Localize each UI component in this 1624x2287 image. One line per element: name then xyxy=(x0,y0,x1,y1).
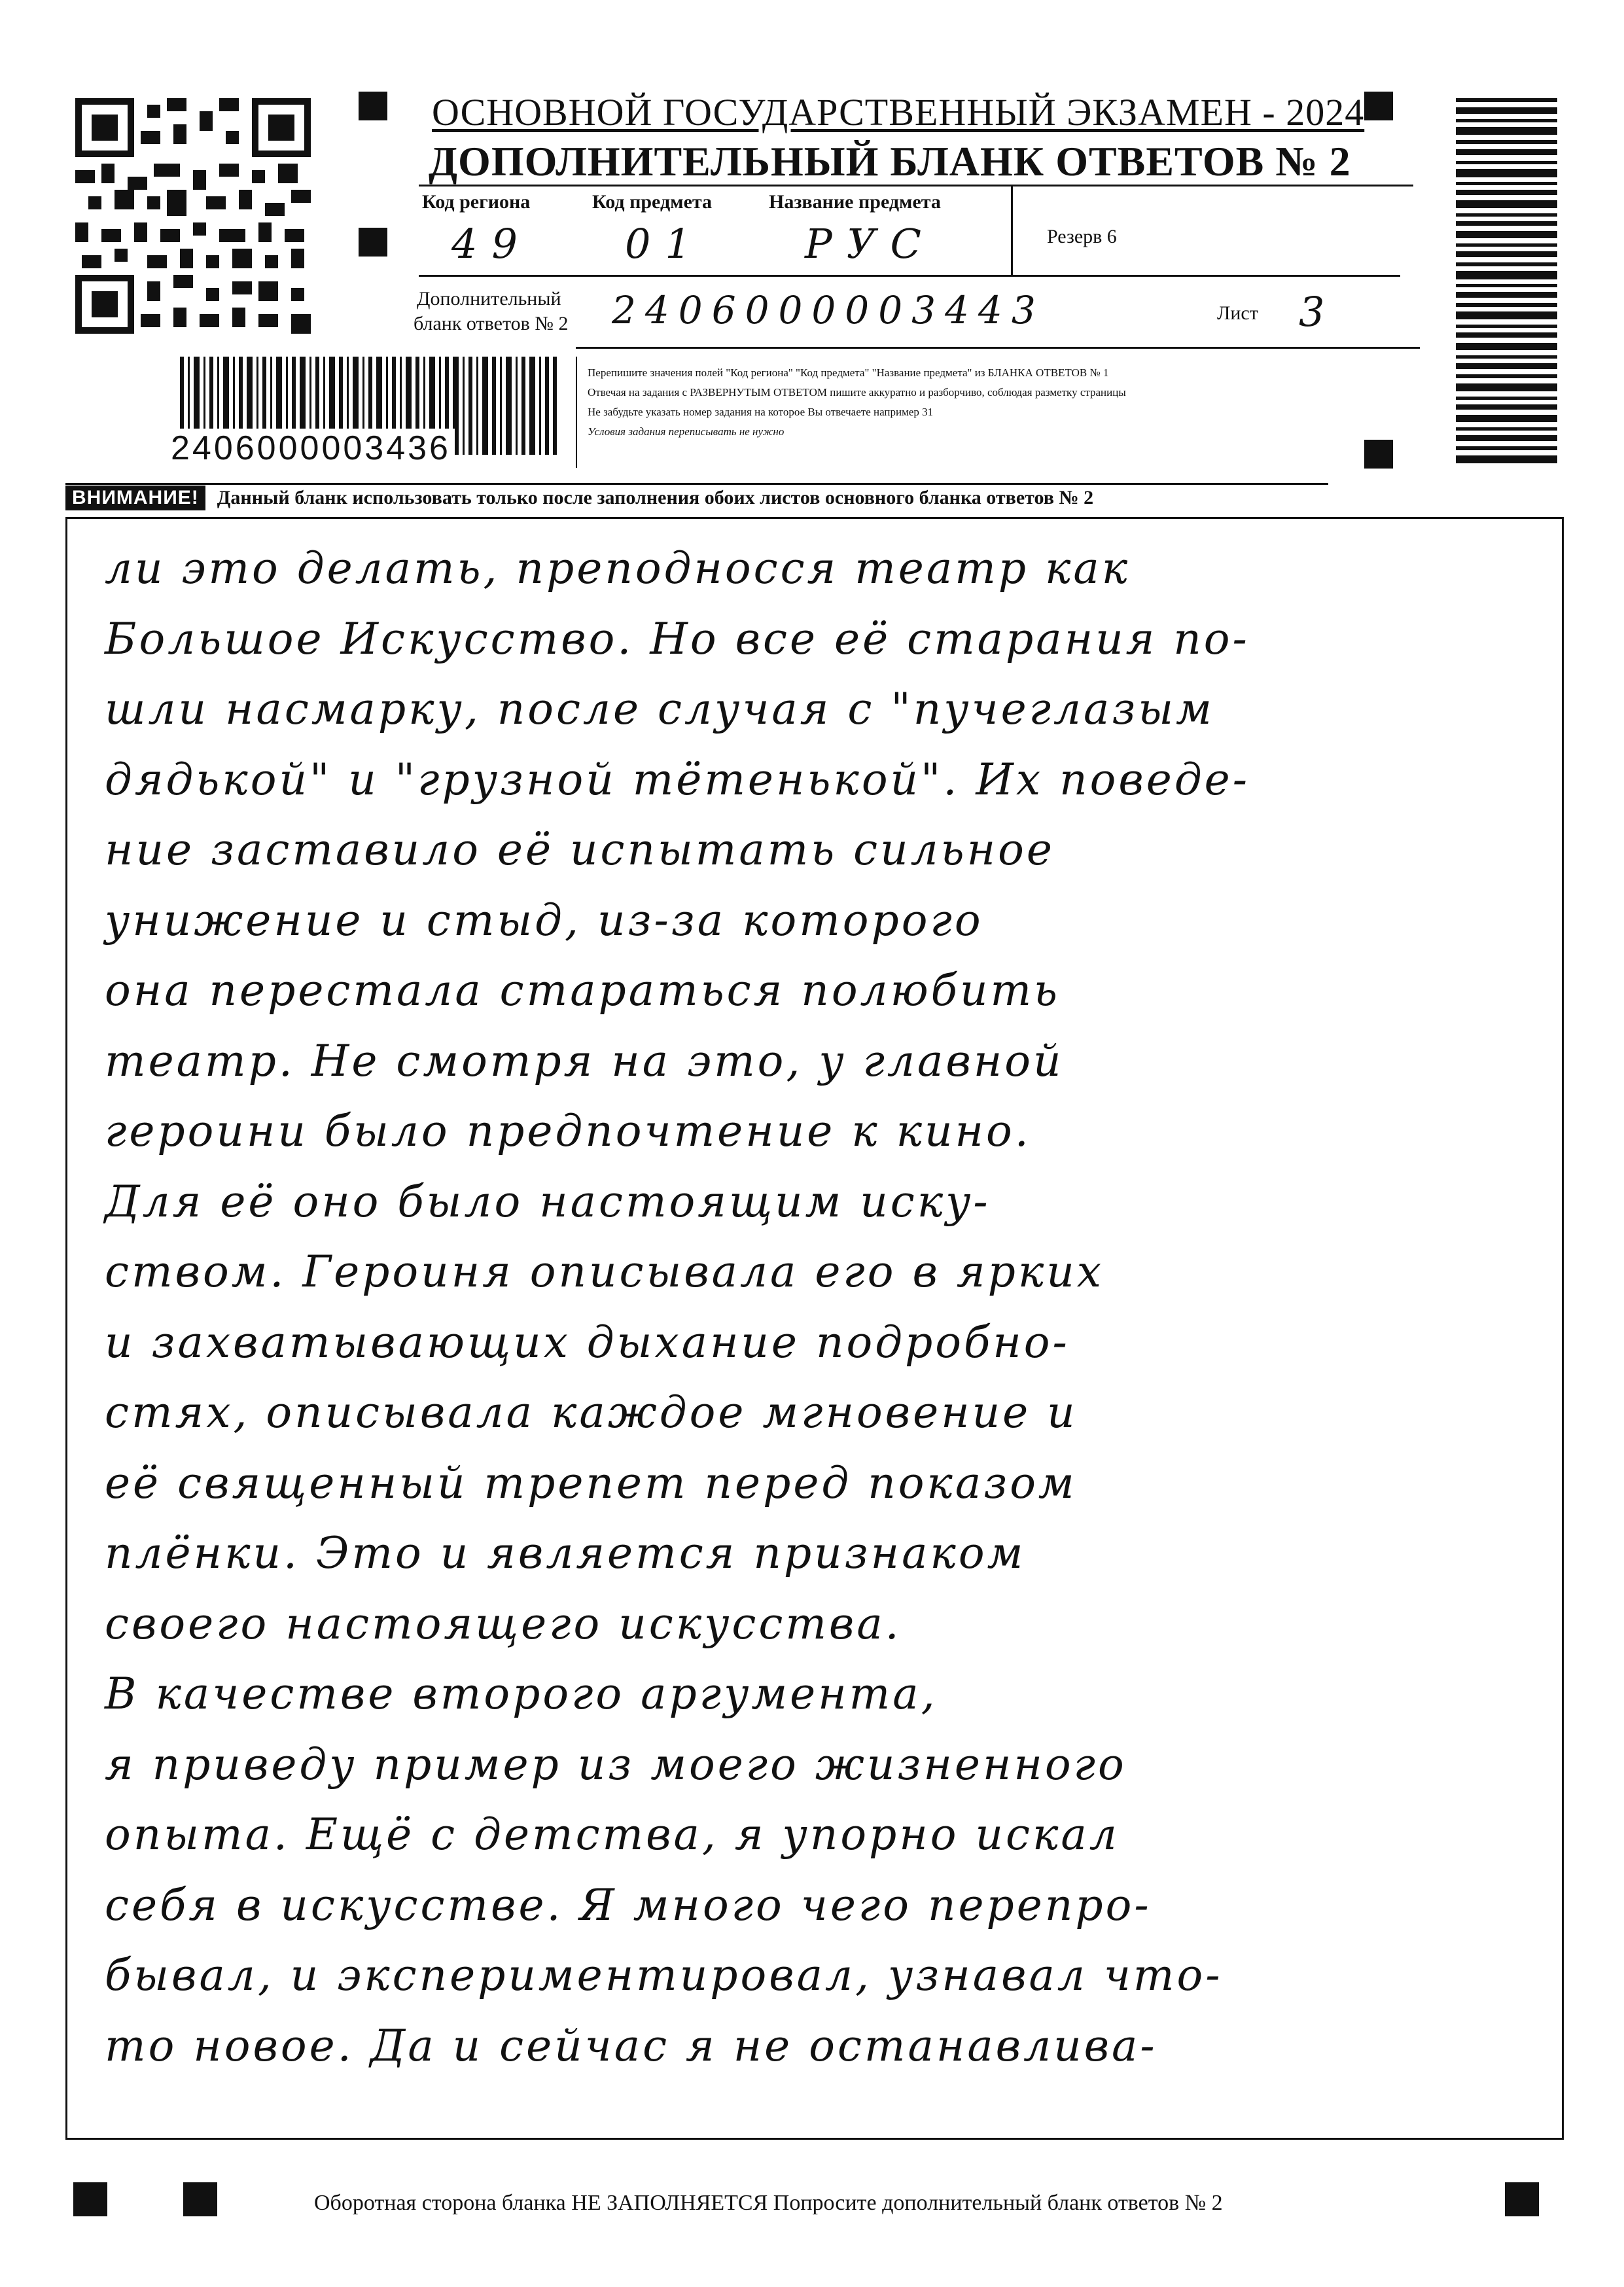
side-barcode xyxy=(1456,98,1557,465)
form-number-label-line2: бланк ответов № 2 xyxy=(414,313,569,334)
form-number-label-line1: Дополнительный xyxy=(417,288,561,310)
footer-note: Оборотная сторона бланка НЕ ЗАПОЛНЯЕТСЯ Попросите дополнительный бланк ответов № 2 xyxy=(314,2191,1223,2215)
attention-badge: ВНИМАНИЕ! xyxy=(65,486,205,510)
region-code-label: Код региона xyxy=(422,191,531,213)
answer-line: унижение и стыд, из-за которого xyxy=(105,895,983,946)
answer-line: Большое Искусство. Но все её старания по- xyxy=(105,613,1250,664)
reserve-label: Резерв 6 xyxy=(1047,226,1117,247)
title-divider xyxy=(419,185,1413,186)
answer-line: стях, описывала каждое мгновение и xyxy=(105,1387,1078,1438)
answer-line: то новое. Да и сейчас я не останавлива- xyxy=(105,2020,1157,2071)
instruction-line: Отвечая на задания с РАЗВЕРНУТЫМ ОТВЕТОМ пишите аккуратно и разборчиво, соблюдая разметку страницы xyxy=(588,386,1126,399)
instruction-line: Перепишите значения полей "Код региона" "Код предмета" "Название предмета" из БЛАНКА ОТВЕТОВ № 1 xyxy=(588,366,1109,379)
answer-line: своего настоящего искусства. xyxy=(105,1598,902,1649)
alignment-marker xyxy=(359,228,387,257)
alignment-marker xyxy=(1364,440,1393,469)
alignment-marker xyxy=(73,2182,107,2216)
answer-line: ством. Героиня описывала его в ярких xyxy=(105,1247,1104,1297)
sheet-label: Лист xyxy=(1217,302,1258,324)
form-number-value[interactable]: 2406000003443 xyxy=(612,288,1045,332)
field-divider xyxy=(1011,186,1013,275)
answer-line: опыта. Ещё с детства, я упорно искал xyxy=(105,1809,1120,1860)
qr-code xyxy=(75,98,311,334)
answer-line: и захватывающих дыхание подробно- xyxy=(105,1317,1070,1368)
attention-text: Данный бланк использовать только после заполнения обоих листов основного бланка ответов № 2 xyxy=(217,487,1094,508)
region-code-value[interactable]: 49 xyxy=(451,220,532,268)
barcode-number: 2406000003436 xyxy=(167,429,455,468)
alignment-marker xyxy=(1505,2182,1539,2216)
form-number-underline xyxy=(576,347,1420,349)
instruction-line: Не забудьте указать номер задания на которое Вы отвечаете например 31 xyxy=(588,406,934,418)
instructions-left-border xyxy=(576,357,577,468)
answer-line: ние заставило её испытать сильное xyxy=(105,824,1055,875)
instruction-line: Условия задания переписывать не нужно xyxy=(588,425,785,438)
answer-line: шли насмарку, после случая с "пучеглазым xyxy=(105,684,1214,734)
answer-line: героини было предпочтение к кино. xyxy=(105,1106,1031,1156)
subject-code-label: Код предмета xyxy=(592,191,712,213)
attention-bar xyxy=(65,486,1093,510)
subject-name-label: Название предмета xyxy=(769,191,941,213)
alignment-marker xyxy=(1364,92,1393,120)
instructions xyxy=(588,363,1126,442)
subject-code-value[interactable]: 01 xyxy=(625,220,705,268)
answer-line: Для её оно было настоящим иску- xyxy=(105,1176,991,1227)
answer-line: ли это делать, преподносся театр как xyxy=(105,543,1131,594)
attention-top-rule xyxy=(65,483,1328,485)
answer-line: театр. Не смотря на это, у главной xyxy=(105,1035,1064,1086)
sheet-value[interactable]: 3 xyxy=(1299,288,1339,336)
answer-line: бывал, и экспериментировал, узнавал что- xyxy=(105,1950,1223,2000)
subject-name-value[interactable]: РУС xyxy=(805,220,936,268)
answer-line: плёнки. Это и является признаком xyxy=(105,1528,1026,1578)
form-title: ДОПОЛНИТЕЛЬНЫЙ БЛАНК ОТВЕТОВ № 2 xyxy=(429,138,1351,185)
answer-line: её священный трепет перед показом xyxy=(105,1457,1077,1508)
answer-line: себя в искусстве. Я много чего перепро- xyxy=(105,1879,1152,1930)
answer-line: она перестала стараться полюбить xyxy=(105,965,1060,1016)
exam-title: ОСНОВНОЙ ГОСУДАРСТВЕННЫЙ ЭКЗАМЕН - 2024 xyxy=(432,91,1365,133)
alignment-marker xyxy=(359,92,387,120)
answer-line: я приведу пример из моего жизненного xyxy=(105,1739,1127,1790)
answer-line: дядькой" и "грузной тётенькой". Их поведе- xyxy=(105,754,1250,805)
answer-line: В качестве второго аргумента, xyxy=(105,1669,938,1719)
fields-divider xyxy=(419,275,1400,277)
alignment-marker xyxy=(183,2182,217,2216)
